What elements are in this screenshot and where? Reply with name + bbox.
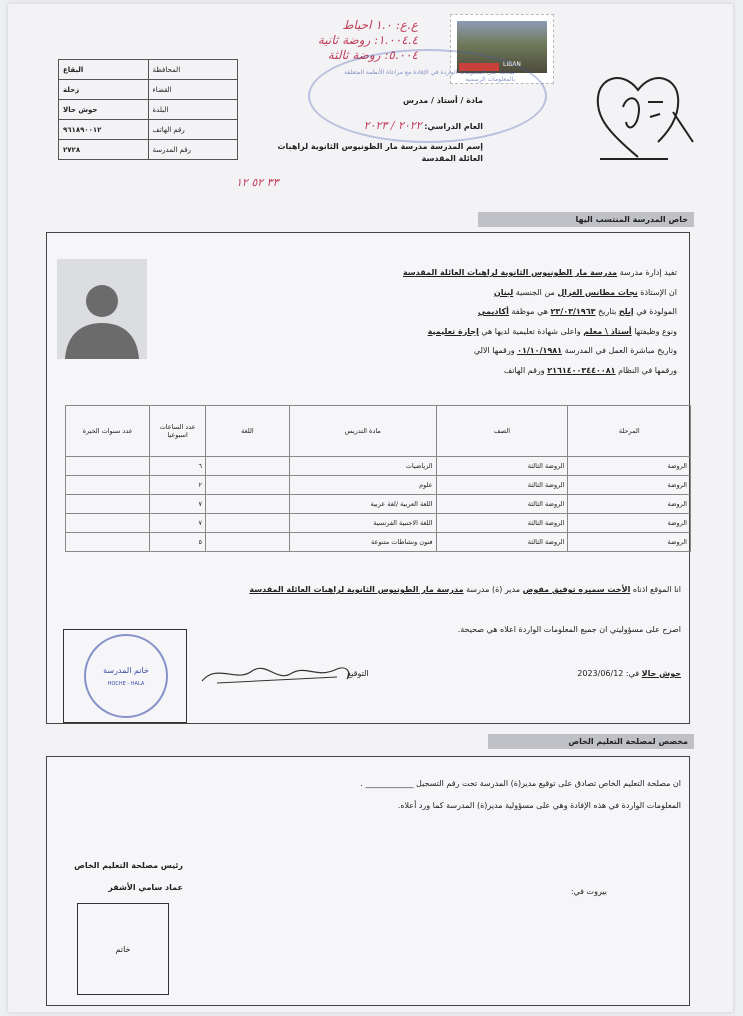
document-page: [8, 4, 733, 1012]
text: مدير (ة) مدرسة: [466, 585, 521, 594]
info-value: ٢٧٢٨: [59, 140, 149, 160]
info-value: البقاع: [59, 60, 149, 80]
cell: اللغة الاجنبية الفرنسية: [289, 514, 436, 533]
teacher-details: [157, 263, 677, 380]
text: هي موظفة: [511, 307, 548, 316]
year-line: [258, 119, 483, 132]
text: ان الإستاذة: [640, 287, 677, 297]
col-stage: المرحلة: [568, 406, 691, 457]
teacher-photo: [57, 259, 147, 359]
info-label: المحافظة: [148, 60, 237, 80]
head-name: عماد سامي الأشقر: [108, 883, 183, 892]
table-row: [59, 80, 238, 100]
table-header-row: [66, 406, 691, 457]
info-label: رقم الهاتف: [148, 120, 237, 140]
year-value: ٢٠٢٢ / ٢٠٢٣: [363, 119, 422, 132]
text: من الجنسية: [515, 287, 555, 297]
stamp-note: صادقة على المعلومات الواردة في الإفادة مع مراعاة الأنظمة المتعلقة بالمعلومات الرسمية: [344, 69, 515, 83]
table-row: [59, 60, 238, 80]
section2-title: مخصص لمصلحة التعليم الخاص: [488, 734, 694, 749]
teacher-name: نجات مطانس الغزال: [557, 287, 638, 297]
cell: الروضة: [568, 514, 691, 533]
birth-date: ٢٣/٠٣/١٩٦٣: [550, 307, 596, 316]
job: أستاذ \ معلم: [583, 326, 632, 336]
certification-line-2: المعلومات الواردة في هذه الإفادة وهي على مسؤولية مدير(ة) المدرسة كما ورد أعلاه.: [397, 801, 681, 810]
declaration: [197, 583, 681, 597]
nationality: لبنان: [493, 287, 514, 297]
text: ورقمها في النظام: [618, 365, 677, 375]
col-hours: عدد الساعات اسبوعيا: [150, 406, 206, 457]
cell: الرياضيات: [289, 457, 436, 476]
certification-line-1: ان مصلحة التعليم الخاص تصادق على توقيع مدير(ة) المدرسة تحت رقم التسجيل ____________ .: [360, 779, 681, 788]
text: بتاريخ: [598, 307, 617, 316]
cell: [66, 495, 150, 514]
detail-line-name: [157, 283, 677, 303]
table-row: [66, 533, 691, 552]
heart-logo-icon: [588, 62, 698, 162]
school-name: مدرسة مار الطونيوس الثانوية لراهبات العائلة المقدسة: [249, 585, 464, 594]
table-row: [59, 100, 238, 120]
director-name: الأخت سميره توفيق مفوض: [522, 585, 631, 594]
cell: [66, 533, 150, 552]
info-label: رقم المدرسة: [148, 140, 237, 160]
detail-line-start: [157, 341, 677, 361]
section1-box: [46, 232, 690, 724]
detail-line-school: [157, 263, 677, 283]
seal-box: [77, 903, 169, 995]
detail-line-birth: [157, 302, 677, 322]
cell: ٦: [150, 457, 206, 476]
year-label: العام الدراسي:: [424, 122, 483, 131]
beirut-label: بيروت في:: [570, 887, 607, 896]
cell: الروضة الثالثة: [436, 476, 568, 495]
cell: [205, 495, 289, 514]
cell: الروضة: [568, 533, 691, 552]
handwritten-line: ع.ع: ١.٠ احباط: [342, 18, 418, 32]
info-label: القضاء: [148, 80, 237, 100]
col-lang: اللغة: [205, 406, 289, 457]
school-name-line: [258, 141, 483, 165]
cell: [205, 476, 289, 495]
table-row: [66, 514, 691, 533]
person-silhouette-icon: [57, 259, 147, 359]
table-row: [66, 457, 691, 476]
handwritten-number: ٣٣ ٥٢ ١٢: [236, 176, 279, 189]
col-class: الصف: [436, 406, 568, 457]
cell: ٥: [150, 533, 206, 552]
school-info-table: [58, 59, 238, 160]
text: انا الموقع اذناه: [632, 585, 681, 594]
text: ونوع وظيفتها: [634, 326, 677, 336]
school-label: إسم المدرسة: [430, 142, 483, 151]
subject-line: مادة / أستاذ / مدرس: [403, 96, 483, 105]
table-row: [59, 140, 238, 160]
cell: [66, 514, 150, 533]
start-date: ٠١/١٠/١٩٨١: [517, 346, 563, 355]
text: تفيد إدارة مدرسة: [619, 268, 677, 277]
date: 2023/06/12: [577, 669, 624, 678]
table-row: [59, 120, 238, 140]
stamp-text: خاتم المدرسة: [103, 666, 149, 675]
cell: الروضة الثالثة: [436, 514, 568, 533]
cell: [66, 476, 150, 495]
section2-box: [46, 756, 690, 1006]
col-years: عدد سنوات الخبرة: [66, 406, 150, 457]
text: ورقم الهاتف: [503, 365, 545, 375]
info-value: زحلة: [59, 80, 149, 100]
table-row: [66, 476, 691, 495]
school-stamp-box: [63, 629, 187, 723]
seal-label: خاتم: [115, 944, 131, 954]
cell: الروضة الثالثة: [436, 457, 568, 476]
info-label: البلدة: [148, 100, 237, 120]
table-row: [66, 495, 691, 514]
text: وتاريخ مباشرة العمل في المدرسة: [564, 346, 677, 355]
text: المولودة في: [636, 307, 677, 316]
birth-place: إبلح: [618, 307, 634, 316]
cell: الروضة: [568, 457, 691, 476]
detail-line-system: [157, 361, 677, 381]
text: واعلى شهادة تعليمية لديها هي: [481, 326, 581, 336]
head-title: رئيس مصلحة التعليم الخاص: [74, 861, 183, 870]
cell: [205, 514, 289, 533]
cell: [205, 533, 289, 552]
text: ورقمها الالي: [473, 346, 515, 355]
place: حوش حالا: [641, 669, 681, 678]
cell: ٢: [150, 476, 206, 495]
handwritten-line: ٥.٠٠٤: روضة ثالثة: [327, 48, 418, 62]
cell: [205, 457, 289, 476]
stamp-country: LIBAN: [503, 61, 521, 68]
cell: الروضة: [568, 495, 691, 514]
cell: [66, 457, 150, 476]
school-logo: [588, 62, 698, 162]
cell: اللغة العربية /لغة عربية: [289, 495, 436, 514]
teaching-table: [65, 405, 691, 552]
signature-icon: [197, 653, 357, 693]
cell: الروضة الثالثة: [436, 533, 568, 552]
place-date: [517, 669, 681, 678]
cell: ٧: [150, 514, 206, 533]
degree: إجازة تعليمية: [427, 326, 479, 336]
school-name: مدرسة مار الطونيوس الثانوية لراهبات العائلة المقدسة: [402, 268, 618, 277]
cell: ٧: [150, 495, 206, 514]
cell: الروضة: [568, 476, 691, 495]
cell: فنون ونشاطات متنوعة: [289, 533, 436, 552]
section1-title: خاص المدرسة المنتسب اليها: [478, 212, 694, 227]
detail-line-job: [157, 322, 677, 342]
school-stamp: [84, 634, 168, 718]
status: أكاديمي: [477, 307, 509, 316]
school-value: مدرسة مار الطونيوس الثانوية لراهبات العائلة المقدسة: [277, 142, 483, 163]
cell: الروضة الثالثة: [436, 495, 568, 514]
info-value: حوش حالا: [59, 100, 149, 120]
system-number: ٢١٦١٤٠٠٣٤٤٠٠٨١: [547, 365, 616, 375]
text: في:: [625, 669, 640, 678]
col-subject: مادة التدريس: [289, 406, 436, 457]
handwritten-line: ١.٠٠٤.٤: روضة ثانية: [317, 33, 418, 47]
signature-label: التوقيع: [347, 669, 369, 678]
stamp-inner: HOCHE - HALA: [107, 681, 145, 687]
info-value: ٩٦١٨٩٠٠١٢: [59, 120, 149, 140]
declaration-2: اصرح على مسؤوليتي ان جميع المعلومات الواردة اعلاه هي صحيحة.: [457, 625, 681, 634]
cell: علوم: [289, 476, 436, 495]
